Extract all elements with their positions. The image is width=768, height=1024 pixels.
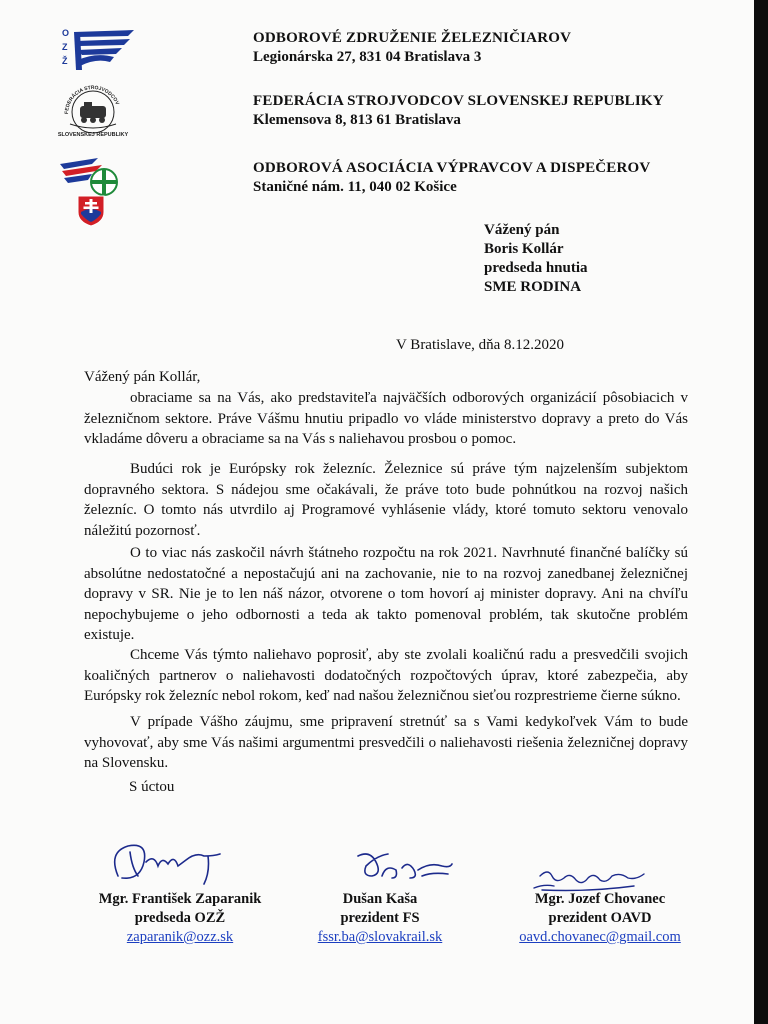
signatory-name: Mgr. František Zaparanik [98, 891, 262, 907]
recipient-name: Boris Kollár [484, 241, 564, 257]
signature-kasa [352, 846, 462, 888]
ozz-logo [56, 24, 136, 76]
org-address: Staničné nám. 11, 040 02 Košice [253, 179, 457, 195]
recipient-role: predseda hnutia [484, 260, 588, 276]
fs-logo-graphic [56, 84, 130, 138]
body-paragraph-3: O to viac nás zaskočil návrh štátneho rozpočtu na rok 2021. Navrhnuté finančné balíčky sú absolútne nedostatočné a nepostačujú ani na zachovanie, nie to na rozvoj zanedbanej železničnej dopravy v SR. Nie je to len náš názor, otvorene o tom hovorí aj minister dopravy. Ani na chvíľu nepochybujeme o jeho odbornosti a teda ak takto pomenoval problém, tak skutočne problém existuje. [84, 545, 688, 643]
body-paragraph-4: Chceme Vás týmto naliehavo poprosiť, aby ste zvolali koaličnú radu a presvedčili svojich koaličných partnerov o naliehavosti dodatočných rozpočtových úprav, ktoré zabezpečia, aby Európsky rok železníc nebol rokom, keď nad našou železničnou sieťou rozprestrieme čierne súkno. [84, 647, 688, 704]
org-header-oavd [253, 159, 650, 197]
signatory-role: predseda OZŽ [134, 910, 226, 926]
fs-logo [56, 84, 130, 138]
signatory-chovanec [500, 890, 700, 947]
ozz-logo-graphic [56, 24, 136, 76]
letter-closing: S úctou [129, 779, 175, 795]
signatory-email-link[interactable]: zaparanik@ozz.sk [126, 929, 234, 945]
signatory-email-link[interactable]: fssr.ba@slovakrail.sk [317, 929, 443, 945]
signatory-name: Dušan Kaša [342, 891, 418, 907]
recipient-movement: SME RODINA [484, 279, 582, 295]
recipient-salutation: Vážený pán [484, 222, 560, 238]
signatory-role: prezident OAVD [548, 910, 652, 926]
body-paragraph-1: obraciame sa na Vás, ako predstaviteľa najväčších odborových organizácií pôsobiacich v železničnom sektore. Práve Vášmu hnutiu pripadlo vo vláde ministerstvo dopravy a preto do Vás vkladáme dôveru a obraciame sa na Vás s naliehavou prosbou o pomoc. [84, 390, 688, 447]
org-header-fs [253, 92, 664, 130]
body-paragraph-5: V prípade Vášho záujmu, sme pripravení stretnúť sa s Vami kedykoľvek Vám to bude vyhovovať, aby sme Vás našimi argumentmi presvedčili o naliehavosti riešenia železničnej dopravy na Slovensku. [84, 714, 688, 771]
org-address: Legionárska 27, 831 04 Bratislava 3 [253, 49, 482, 65]
ozz-letter-o: O [62, 28, 70, 38]
org-address: Klemensova 8, 813 61 Bratislava [253, 112, 461, 128]
signatory-email-link[interactable]: oavd.chovanec@gmail.com [519, 929, 681, 945]
org-name: ODBOROVÉ ZDRUŽENIE ŽELEZNIČIAROV [253, 30, 572, 46]
body-paragraph-2: Budúci rok je Európsky rok železníc. Železnice sú práve tým najzelenším subjektom dopravného sektora. S nádejou sme očakávali, že práve toto bude pohnútkou na rozvoj našich železníc. O tomto nás utvrdilo aj Programové vyhlásenie vlády, ktoré tomuto sektoru venovalo náležitú pozornosť. [84, 461, 688, 539]
oavd-logo-graphic [58, 156, 124, 228]
fs-ring-top-text: FEDERÁCIA STROJVODCOV [63, 84, 121, 115]
org-name: FEDERÁCIA STROJVODCOV SLOVENSKEJ REPUBLIKY [253, 93, 664, 109]
signatory-role: prezident FS [340, 910, 420, 926]
ozz-letter-zh: Ž [62, 56, 68, 66]
recipient-block [484, 221, 588, 297]
signatory-name: Mgr. Jozef Chovanec [534, 891, 666, 907]
oavd-logo [58, 156, 124, 228]
org-name: ODBOROVÁ ASOCIÁCIA VÝPRAVCOV A DISPEČEROV [253, 160, 651, 176]
signatory-zaparanik [70, 890, 290, 947]
org-header-ozz [253, 29, 571, 67]
signatory-kasa [300, 890, 460, 947]
signature-zaparanik [104, 832, 230, 890]
page-edge-shadow [754, 0, 768, 1024]
ozz-letter-z: Z [62, 42, 68, 52]
letter-date: V Bratislave, dňa 8.12.2020 [396, 337, 565, 353]
fs-ring-bottom-text: SLOVENSKEJ REPUBLIKY [57, 132, 129, 138]
letter-salutation: Vážený pán Kollár, [84, 369, 201, 385]
